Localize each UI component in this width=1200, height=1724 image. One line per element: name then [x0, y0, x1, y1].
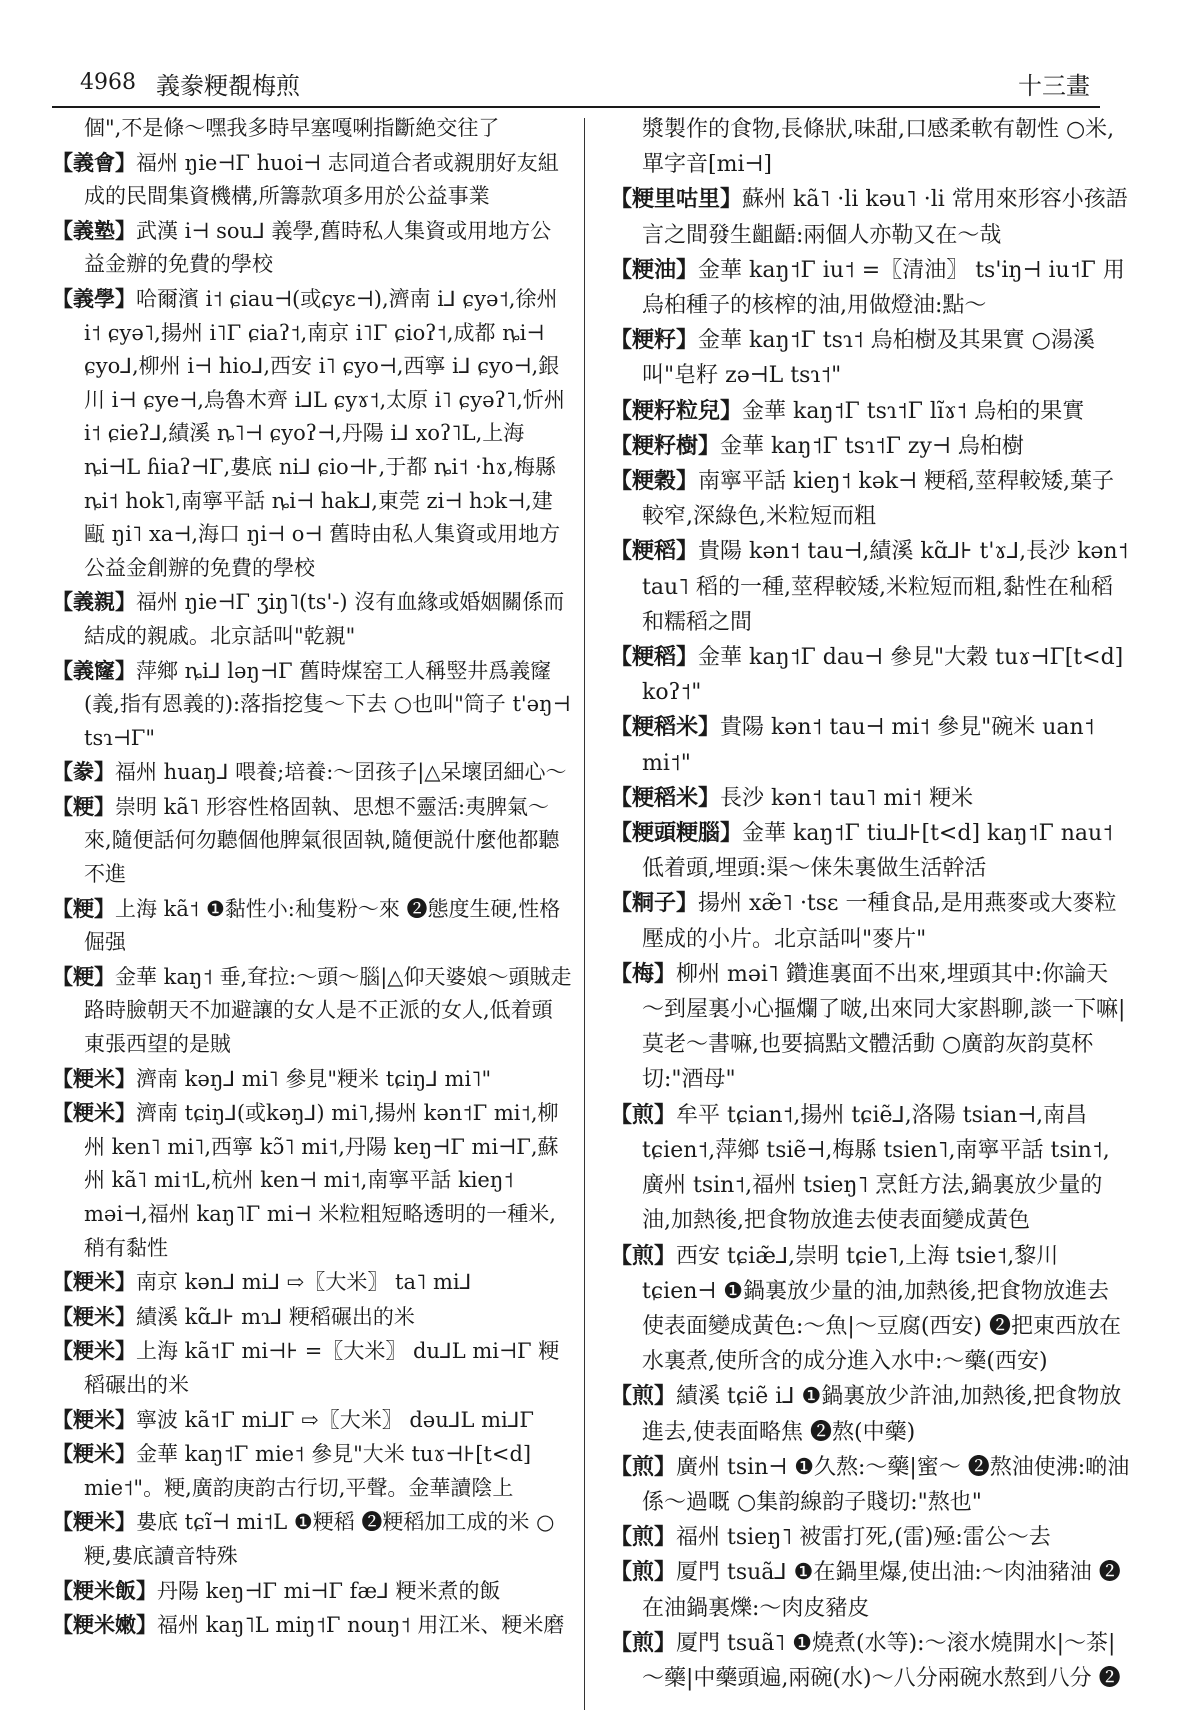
entry-definition: 福州 ŋie⊣Γ ʒiŋ˥(ts'-) 沒有血緣或婚姻關係而結成的親戚。北京話叫"乾親": [84, 590, 565, 648]
dictionary-entry: [610, 1239, 1130, 1380]
entry-definition: 金華 kaŋ˦Γ tsɿ˦ 烏桕樹及其果實 ○湯溪叫"皂籽 zə⊣L tsɿ˦": [642, 328, 1095, 389]
column-divider: [584, 118, 585, 1710]
entry-definition: 長沙 kən˦ tau˥ mi˦ 粳米: [720, 785, 974, 811]
entry-headword: 【粳】: [52, 895, 115, 921]
entry-definition: 績溪 kɑ̃⅃⊦ mɿ⅃ 粳稻碾出的米: [136, 1304, 415, 1329]
entry-definition: 哈爾濱 i˦ ɕiau⊣(或ɕyɛ⊣),濟南 i⅃ ɕyə˦,徐州 i˦ ɕyə˥,揚州 i˥Γ ɕiaʔ˦,南京 i˥Γ ɕioʔ˦,成都 ȵi⊣ ɕyo⅃,柳州 i⊣ hio⅃,西安 i˥ ɕyo⊣,西寧 i⅃ ɕyo⊣,銀川 i⊣ ɕye⊣,烏魯木齊 i⅃L ɕyɤ˦,太原 i˥ ɕyəʔ˥,忻州 i˦ ɕieʔ⅃,績溪 ȵ˥⊣ ɕyoʔ⊣,丹陽 i⅃ xoʔ˥L,上海 ȵi⊣L ɦiaʔ⊣Γ,婁底 ni⅃ ɕio⊣⊦,于都 ȵi˦ ·hɤ,梅縣 ȵi˦ hok˥,南寧平話 ȵi⊣ hak⅃,東莞 zi⊣ hɔk⊣,建甌 ŋi˥ xa⊣,海口 ŋi⊣ o⊣ 舊時由私人集資或用地方公益金創辦的免費的學校: [84, 286, 565, 580]
dictionary-entry: [610, 429, 1130, 464]
dictionary-entry: [52, 654, 572, 756]
entry-headword: 【粳稻】: [610, 538, 699, 565]
entry-headword: 【粳米飯】: [52, 1577, 157, 1603]
dictionary-entry: [610, 253, 1130, 323]
entry-headword: 【粳里咕里】: [610, 186, 743, 213]
entry-definition: 漿製作的食物,長條狀,味甜,口感柔軟有韌性 ○米,單字音[mi⊣]: [642, 117, 1115, 178]
entry-headword: 【粳米嫩】: [52, 1612, 157, 1638]
entry-definition: 厦門 tsuã⅃ ❶在鍋里爆,使出油:～肉油豬油 ❷在油鍋裏爍:～肉皮豬皮: [642, 1560, 1121, 1621]
entry-definition: 金華 kaŋ˦ 垂,耷拉:～頭～腦|△仰天婆娘～頭賊走路時臉朝天不加避讓的女人是不正派的女人,低着頭東張西望的是賊: [84, 964, 572, 1057]
entry-definition: 上海 kã˦ ❶黏性小:秈隻粉～來 ❷態度生硬,性格倔强: [84, 896, 561, 955]
entry-headword: 【粳籽】: [610, 327, 699, 354]
dictionary-entry: [610, 182, 1130, 252]
entry-headword: 【粡子】: [610, 890, 699, 917]
dictionary-entry: [610, 957, 1130, 1098]
dictionary-entry: [52, 1403, 572, 1438]
entry-definition: 金華 kaŋ˦Γ tsɿ˦Γ zy⊣ 烏桕樹: [720, 433, 1024, 459]
entry-definition: 濟南 kəŋ⅃ mi˥ 參見"粳米 tɕiŋ⅃ mi˥": [136, 1066, 492, 1091]
entry-headword: 【義會】: [52, 149, 136, 175]
dictionary-entry: [52, 1505, 572, 1573]
entry-definition: 濟南 tɕiŋ⅃(或kəŋ⅃) mi˥,揚州 kən˦Γ mi˦,柳州 ken˥ mi˥,西寧 kɔ̃˥ mi˦,丹陽 keŋ⊣Γ mi⊣Γ,蘇州 kã˥ mi˦L,杭州 ken⊣ mi˦,南寧平話 kieŋ˦ məi⊣,福州 kaŋ˥Γ mi⊣ 米粒粗短略透明的一種米,稍有黏性: [84, 1101, 559, 1260]
entry-definition: 寧波 kã˦Γ mi⅃Γ ⇨〖大米〗 dəu⅃L mi⅃Γ: [136, 1407, 534, 1432]
entry-definition: 丹陽 keŋ⊣Γ mi⊣Γ fæ⅃ 粳米煮的飯: [157, 1578, 501, 1603]
dictionary-entry: [610, 710, 1130, 780]
entry-headword: 【粳】: [52, 963, 115, 989]
dictionary-entry: [52, 1265, 572, 1300]
entry-definition: 厦門 tsuã˥ ❶燒煮(水等):～滚水燒開水|～茶|～藥|中藥頭遍,兩碗(水)～八分兩碗水熬到八分 ❷: [642, 1630, 1121, 1691]
dictionary-entry: [610, 1520, 1130, 1555]
dictionary-entry: [610, 640, 1130, 710]
entry-definition: 個",不是條～嘿我多時早塞嘎唎指斷絶交往了: [84, 116, 500, 140]
entry-headword: 【義窿】: [52, 657, 136, 683]
entry-definition: 西安 tɕiæ̃⅃,崇明 tɕie˥,上海 tsie˦,黎川 tɕien⊣ ❶鍋裏放少量的油,加熱後,把食物放進去使表面變成黃色:～魚|～豆腐(西安) ❷把東西放在水裏煮,使所含的成分進入水中:～藥(西安): [642, 1243, 1121, 1375]
entry-headword: 【義親】: [52, 589, 136, 615]
entry-definition: 金華 kaŋ˦Γ tiu⅃⊦[t<d] kaŋ˦Γ nau˦ 低着頭,埋頭:渠～俫朱裏做生活幹活: [642, 821, 1114, 882]
dictionary-entry: [52, 585, 572, 653]
dictionary-entry: [610, 464, 1130, 534]
dictionary-entry: [610, 323, 1130, 393]
entry-definition: 貴陽 kən˦ tau⊣ mi˦ 參見"碗米 uan˦ mi˦": [642, 715, 1095, 776]
entry-headword: 【粳稻米】: [610, 714, 721, 741]
entry-headword: 【煎】: [610, 1453, 677, 1480]
entry-headword: 【豢】: [52, 759, 115, 785]
dictionary-entry: [52, 790, 572, 892]
page-header: [52, 58, 1100, 108]
entry-headword: 【粳米】: [52, 1509, 136, 1535]
dictionary-entry: [610, 1626, 1130, 1696]
entry-headword: 【粳米】: [52, 1303, 136, 1329]
entry-definition: 柳州 məi˥ 鑽進裏面不出來,埋頭其中:你論天～到屋裏小心摳爛了啵,出來同大家斟聊,談一下嘛|莫老～書嘛,也要搞點文體活動 ○廣韵灰韵莫杯切:"酒母": [642, 961, 1126, 1093]
dictionary-entry: [610, 394, 1130, 429]
entry-definition: 牟平 tɕian˦,揚州 tɕiẽ⅃,洛陽 tsian⊣,南昌 tɕien˦,萍鄉 tsiẽ⊣,梅縣 tsien˥,南寧平話 tsin˦,廣州 tsin˦,福州 tsieŋ˥ 烹飪方法,鍋裏放少量的油,加熱後,把食物放進去使表面變成黃色: [642, 1102, 1110, 1234]
dictionary-entry: [610, 534, 1130, 640]
entry-headword: 【粳米】: [52, 1100, 136, 1126]
entry-headword: 【粳米】: [52, 1406, 136, 1432]
dictionary-entry: [610, 886, 1130, 956]
page-number: 4968: [80, 70, 136, 95]
entry-headword: 【粳頭粳腦】: [610, 820, 743, 847]
right-column: [610, 112, 1130, 1696]
dictionary-entry: [52, 960, 572, 1062]
entry-definition: 福州 ŋie⊣Γ huoi⊣ 志同道合者或親朋好友組成的民間集資機構,所籌款項多用於公益事業: [84, 150, 559, 209]
dictionary-entry: [52, 112, 572, 146]
dictionary-entry: [52, 282, 572, 585]
entry-headword: 【粳稻米】: [610, 784, 721, 811]
entry-definition: 萍鄉 ȵi⅃ ləŋ⊣Γ 舊時煤窑工人稱竪井爲義窿(義,指有恩義的):落指挖隻～下去 ○也叫"筒子 t'əŋ⊣ tsɿ⊣Γ": [84, 658, 571, 750]
dictionary-entry: [52, 1437, 572, 1505]
entry-definition: 金華 kaŋ˦Γ iu˦ =〖清油〗 ts'iŋ⊣ iu˦Γ 用烏桕種子的核榨的油,用做燈油:點～: [642, 257, 1125, 319]
entry-definition: 貴陽 kən˦ tau⊣,績溪 kɑ̃⅃⊦ t'ɤ⅃,長沙 kən˦ tau˥ 稻的一種,莖稈較矮,米粒短而粗,黏性在秈稻和糯稻之間: [642, 539, 1129, 635]
entry-headword: 【粳】: [52, 793, 115, 819]
entry-headword: 【煎】: [610, 1524, 677, 1551]
dictionary-entry: [52, 892, 572, 960]
entry-definition: 金華 kaŋ˦Γ mie˦ 參見"大米 tuɤ⊣⊦[t<d] mie˦"。粳,廣韵庚韵古行切,平聲。金華讀陰上: [84, 1442, 532, 1500]
entry-definition: 揚州 xæ̃˥ ·tsɛ 一種食品,是用燕麥或大麥粒壓成的小片。北京話叫"麥片": [642, 891, 1117, 952]
entry-headword: 【義學】: [52, 285, 136, 311]
entry-headword: 【粳穀】: [610, 468, 699, 495]
entry-definition: 廣州 tsin⊣ ❶久熬:～藥|蜜～ ❷熬油使沸:啲油係～過嘅 ○集韵線韵子賤切:"熬也": [642, 1454, 1130, 1515]
dictionary-entry: [610, 1450, 1130, 1520]
entry-definition: 蘇州 kã˥ ·li kəu˥ ·li 常用來形容小孩語言之間發生齟齬:兩個人亦勒又在～哉: [642, 187, 1128, 248]
entry-definition: 南京 kən⅃ mi⅃ ⇨〖大米〗 ta˥ mi⅃: [136, 1270, 472, 1295]
left-column: [52, 112, 572, 1643]
entry-definition: 福州 huaŋ⅃ 喂養;培養:～囝孩子|△呆壞囝細心～: [115, 760, 567, 785]
entry-definition: 武漢 i⊣ sou⅃ 義學,舊時私人集資或用地方公益金辦的免費的學校: [84, 218, 552, 277]
entry-definition: 崇明 kã˥ 形容性格固執、思想不靈活:夷脾氣～來,隨便話何勿聽個他脾氣很固執,隨便説什麼他都聽不進: [84, 794, 560, 887]
entry-headword: 【煎】: [610, 1629, 677, 1656]
dictionary-entry: [52, 1574, 572, 1609]
entry-definition: 婁底 tɕĩ⊣ mi˦L ❶粳稻 ❷粳稻加工成的米 ○粳,婁底讀音特殊: [84, 1510, 555, 1568]
dictionary-entry: [52, 1096, 572, 1265]
entry-definition: 南寧平話 kieŋ˦ kək⊣ 粳稻,莖稈較矮,葉子較窄,深綠色,米粒短而粗: [642, 469, 1114, 530]
dictionary-entry: [52, 214, 572, 282]
entry-definition: 福州 kaŋ˥L miŋ˦Γ nouŋ˦ 用江米、粳米磨: [157, 1613, 565, 1638]
entry-headword: 【義塾】: [52, 217, 136, 243]
dictionary-entry: [610, 816, 1130, 886]
entry-definition: 福州 tsieŋ˥ 被雷打死,(雷)殛:雷公～去: [676, 1525, 1051, 1551]
stroke-section: 十三畫: [1018, 72, 1090, 100]
entry-headword: 【粳油】: [610, 256, 699, 283]
entry-headword: 【粳籽粒兒】: [610, 397, 743, 424]
entry-definition: 金華 kaŋ˦Γ dau⊣ 參見"大穀 tuɤ⊣Γ[t<d] koʔ˦": [642, 645, 1124, 706]
dictionary-entry: [52, 1062, 572, 1097]
dictionary-entry: [610, 781, 1130, 816]
entry-headword: 【粳米】: [52, 1269, 136, 1295]
dictionary-entry: [52, 1300, 572, 1335]
dictionary-entry: [610, 112, 1130, 182]
entry-headword: 【粳稻】: [610, 644, 699, 671]
dictionary-entry: [52, 755, 572, 790]
entry-headword: 【煎】: [610, 1383, 677, 1410]
entry-headword: 【煎】: [610, 1242, 677, 1269]
dictionary-entry: [52, 1608, 572, 1643]
entry-headword: 【粳米】: [52, 1338, 136, 1364]
entry-definition: 上海 kã˦Γ mi⊣⊦ =〖大米〗 du⅃L mi⊣Γ 粳稻碾出的米: [84, 1339, 560, 1397]
entry-headword: 【粳米】: [52, 1065, 136, 1091]
dictionary-entry: [52, 1334, 572, 1402]
entry-headword: 【煎】: [610, 1101, 677, 1128]
entry-headword: 【梅】: [610, 960, 677, 987]
running-head: 義豢粳覩梅煎: [156, 72, 300, 100]
dictionary-entry: [610, 1379, 1130, 1449]
entry-definition: 金華 kaŋ˦Γ tsɿ˦Γ lĩɤ˦ 烏桕的果實: [742, 398, 1085, 424]
entry-definition: 績溪 tɕiẽ i⅃ ❶鍋裏放少許油,加熱後,把食物放進去,使表面略焦 ❷熬(中藥): [642, 1384, 1122, 1445]
entry-headword: 【粳籽樹】: [610, 432, 721, 459]
dictionary-entry: [610, 1555, 1130, 1625]
dictionary-entry: [610, 1098, 1130, 1239]
entry-headword: 【煎】: [610, 1559, 677, 1586]
entry-headword: 【粳米】: [52, 1441, 136, 1467]
dictionary-entry: [52, 146, 572, 214]
